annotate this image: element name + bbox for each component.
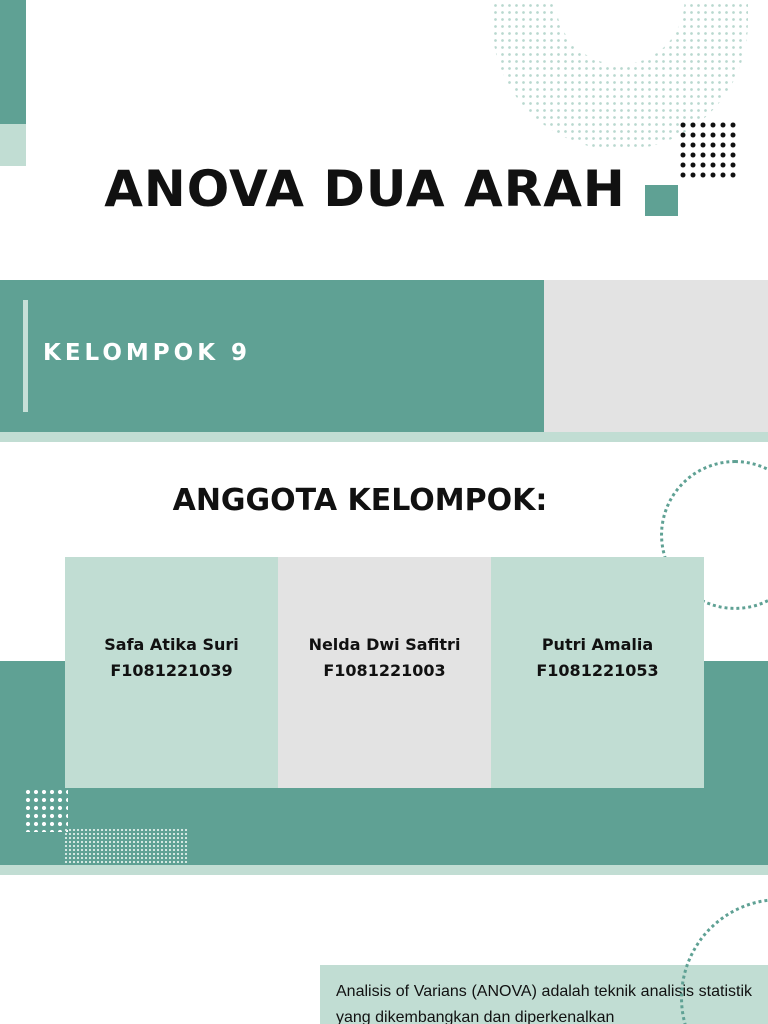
slide-divider <box>0 865 768 875</box>
subtitle-accent-line <box>23 300 28 412</box>
member-name: Putri Amalia <box>541 634 654 654</box>
white-dot-grid-decoration <box>24 788 68 832</box>
subtitle-band-grey <box>544 280 768 432</box>
fine-dot-grid-decoration <box>64 828 188 864</box>
presentation-title: ANOVA DUA ARAH <box>104 160 626 218</box>
description-paragraph: Analisis of Varians (ANOVA) adalah teknik analisis statistik yang dikembangkan dan diperkenalkan <box>336 983 752 1024</box>
member-id: F1081221053 <box>536 660 659 680</box>
member-name: Nelda Dwi Safitri <box>308 634 461 654</box>
member-card <box>278 557 491 788</box>
slide-divider <box>0 432 768 442</box>
members-heading: ANGGOTA KELOMPOK: <box>172 483 548 518</box>
member-name: Safa Atika Suri <box>104 634 239 654</box>
dotted-arc-decoration <box>680 898 768 1024</box>
member-id: F1081221039 <box>110 660 233 680</box>
group-label: KELOMPOK 9 <box>43 340 252 366</box>
accent-bar-teal <box>0 0 26 124</box>
member-card <box>491 557 704 788</box>
member-id: F1081221003 <box>323 660 446 680</box>
member-card <box>65 557 278 788</box>
